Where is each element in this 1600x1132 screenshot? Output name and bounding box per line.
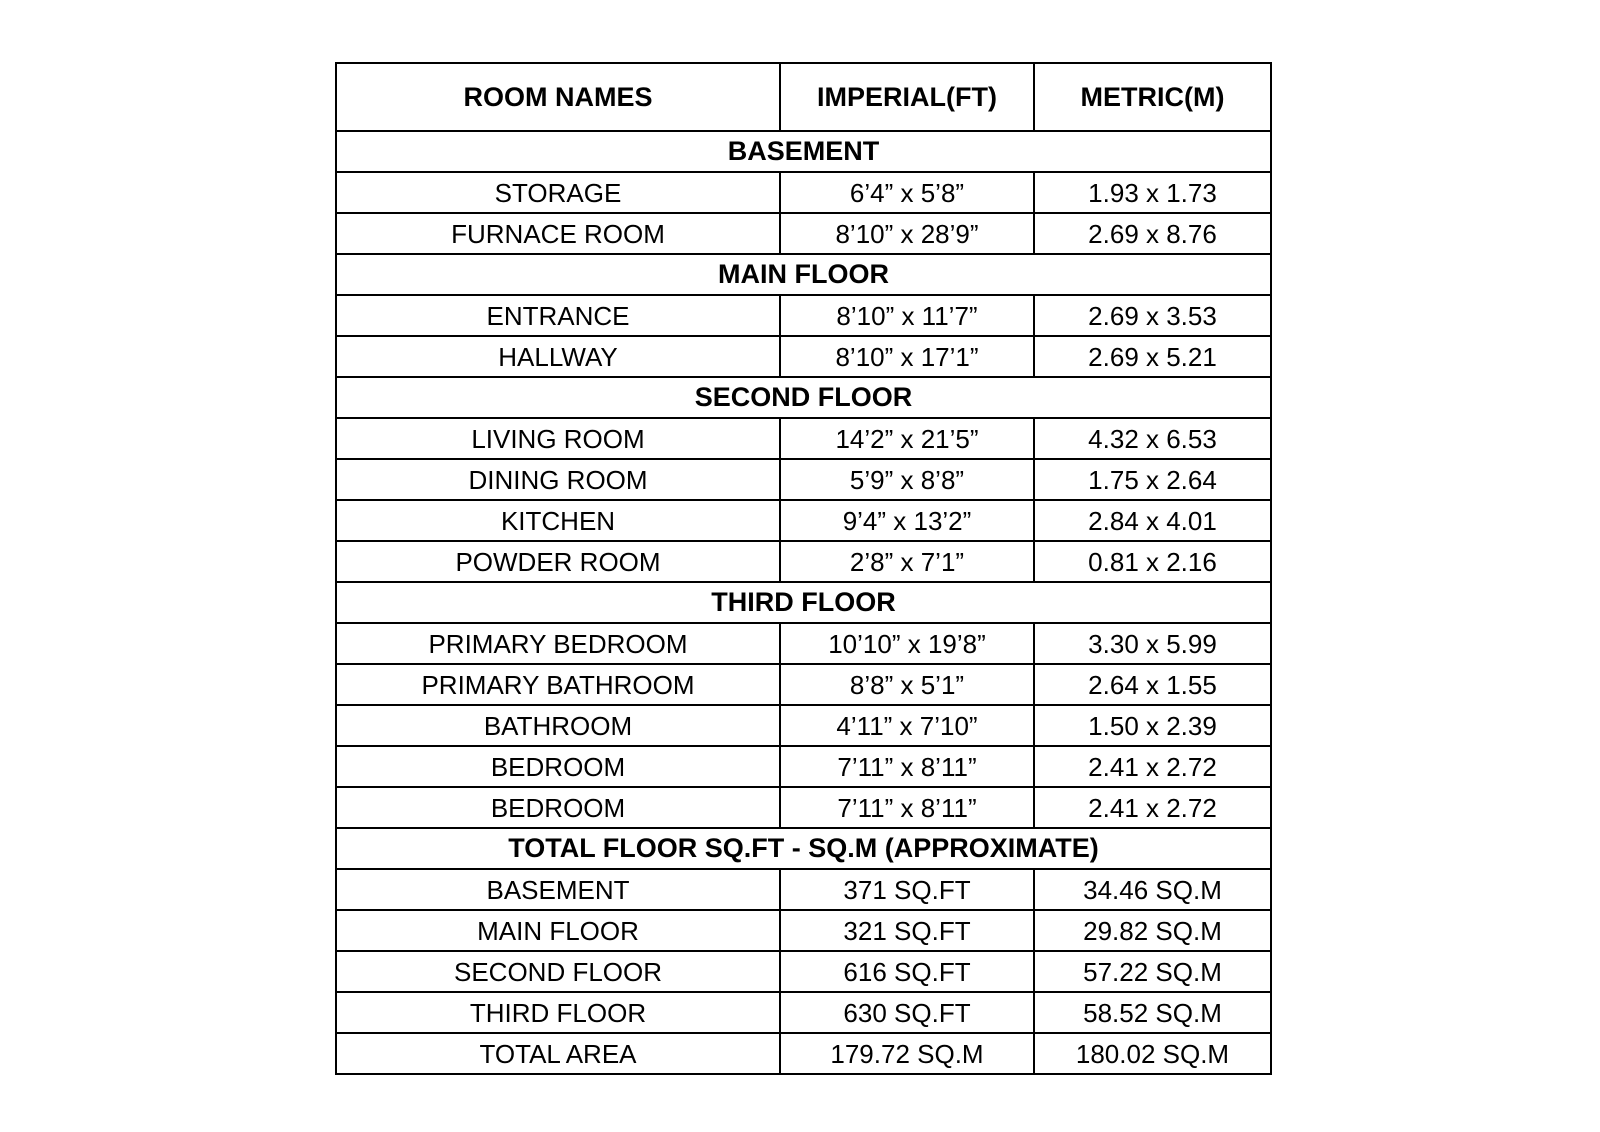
table-row [336,746,1271,787]
room-name: STORAGE [336,172,780,213]
table-row [336,213,1271,254]
metric-value: 2.41 x 2.72 [1034,746,1271,787]
room-name: BEDROOM [336,787,780,828]
room-name: PRIMARY BEDROOM [336,623,780,664]
table-row [336,1033,1271,1074]
imperial-value: 7’11” x 8’11” [780,787,1034,828]
area-sqft: 371 SQ.FT [780,869,1034,910]
table-row [336,787,1271,828]
area-sqm: 58.52 SQ.M [1034,992,1271,1033]
room-name: BATHROOM [336,705,780,746]
table-row [336,664,1271,705]
table-row [336,623,1271,664]
area-sqft: 321 SQ.FT [780,910,1034,951]
section-title: TOTAL FLOOR SQ.FT - SQ.M (APPROXIMATE) [336,828,1271,869]
metric-value: 2.64 x 1.55 [1034,664,1271,705]
table-row [336,172,1271,213]
area-sqft: 179.72 SQ.M [780,1033,1034,1074]
room-name: DINING ROOM [336,459,780,500]
section-row [336,828,1271,869]
table-row [336,336,1271,377]
table-row [336,459,1271,500]
header-row [336,63,1271,131]
imperial-value: 7’11” x 8’11” [780,746,1034,787]
section-row [336,582,1271,623]
section-title: THIRD FLOOR [336,582,1271,623]
imperial-value: 4’11” x 7’10” [780,705,1034,746]
area-sqm: 29.82 SQ.M [1034,910,1271,951]
imperial-value: 10’10” x 19’8” [780,623,1034,664]
room-name: BEDROOM [336,746,780,787]
area-sqm: 57.22 SQ.M [1034,951,1271,992]
metric-value: 4.32 x 6.53 [1034,418,1271,459]
room-dimensions-table [335,62,1272,1075]
table-row [336,705,1271,746]
metric-value: 1.50 x 2.39 [1034,705,1271,746]
imperial-value: 5’9” x 8’8” [780,459,1034,500]
floor-name: SECOND FLOOR [336,951,780,992]
table-row [336,869,1271,910]
imperial-value: 8’10” x 17’1” [780,336,1034,377]
table-row [336,992,1271,1033]
table-header [336,63,1271,131]
section-title: SECOND FLOOR [336,377,1271,418]
metric-value: 3.30 x 5.99 [1034,623,1271,664]
area-sqm: 34.46 SQ.M [1034,869,1271,910]
metric-value: 1.75 x 2.64 [1034,459,1271,500]
floor-name: BASEMENT [336,869,780,910]
room-name: HALLWAY [336,336,780,377]
metric-value: 2.69 x 3.53 [1034,295,1271,336]
imperial-value: 8’8” x 5’1” [780,664,1034,705]
floor-name: TOTAL AREA [336,1033,780,1074]
section-title: MAIN FLOOR [336,254,1271,295]
table-row [336,500,1271,541]
imperial-value: 8’10” x 11’7” [780,295,1034,336]
imperial-value: 6’4” x 5’8” [780,172,1034,213]
room-name: ENTRANCE [336,295,780,336]
section-row [336,377,1271,418]
table-row [336,541,1271,582]
room-name: KITCHEN [336,500,780,541]
section-row [336,131,1271,172]
metric-value: 2.69 x 5.21 [1034,336,1271,377]
header-metric: METRIC(M) [1034,63,1271,131]
area-sqft: 616 SQ.FT [780,951,1034,992]
table-row [336,295,1271,336]
area-sqm: 180.02 SQ.M [1034,1033,1271,1074]
imperial-value: 8’10” x 28’9” [780,213,1034,254]
header-imperial: IMPERIAL(FT) [780,63,1034,131]
metric-value: 2.41 x 2.72 [1034,787,1271,828]
table-row [336,910,1271,951]
metric-value: 0.81 x 2.16 [1034,541,1271,582]
table-body [336,131,1271,1074]
metric-value: 2.84 x 4.01 [1034,500,1271,541]
floor-name: THIRD FLOOR [336,992,780,1033]
table-row [336,418,1271,459]
area-sqft: 630 SQ.FT [780,992,1034,1033]
metric-value: 1.93 x 1.73 [1034,172,1271,213]
imperial-value: 14’2” x 21’5” [780,418,1034,459]
room-name: LIVING ROOM [336,418,780,459]
table-row [336,951,1271,992]
room-name: PRIMARY BATHROOM [336,664,780,705]
imperial-value: 9’4” x 13’2” [780,500,1034,541]
metric-value: 2.69 x 8.76 [1034,213,1271,254]
room-name: POWDER ROOM [336,541,780,582]
room-name: FURNACE ROOM [336,213,780,254]
section-title: BASEMENT [336,131,1271,172]
imperial-value: 2’8” x 7’1” [780,541,1034,582]
header-room-names: ROOM NAMES [336,63,780,131]
floor-name: MAIN FLOOR [336,910,780,951]
section-row [336,254,1271,295]
